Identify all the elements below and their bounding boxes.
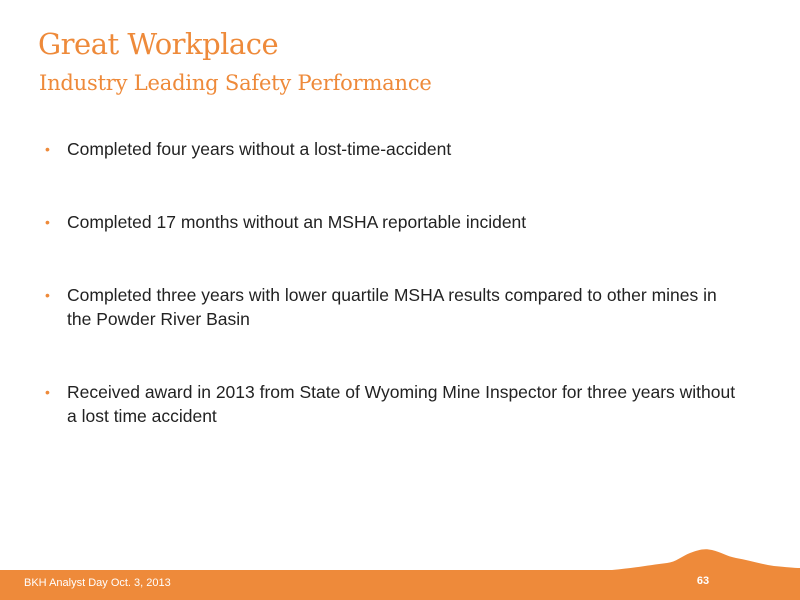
slide-title: Great Workplace <box>38 27 279 61</box>
bullet-dot-icon: • <box>45 287 50 303</box>
bullet-item <box>45 380 745 428</box>
bullet-list <box>45 137 745 477</box>
bullet-dot-icon: • <box>45 384 50 400</box>
bullet-text: Received award in 2013 from State of Wyoming Mine Inspector for three years without a lost time accident <box>67 382 736 426</box>
bullet-item <box>45 283 745 331</box>
page-number: 63 <box>696 575 710 587</box>
footer-text: BKH Analyst Day Oct. 3, 2013 <box>24 577 171 589</box>
slide-subtitle: Industry Leading Safety Performance <box>39 71 432 95</box>
bullet-text: Completed four years without a lost-time-accident <box>67 139 452 159</box>
bullet-item <box>45 137 745 161</box>
mountain-icon <box>0 549 800 600</box>
bullet-dot-icon: • <box>45 214 50 230</box>
bullet-text: Completed 17 months without an MSHA reportable incident <box>67 212 527 232</box>
bullet-dot-icon: • <box>45 141 50 157</box>
bullet-text: Completed three years with lower quartile MSHA results compared to other mines in the Powder River Basin <box>67 285 717 329</box>
bullet-item <box>45 210 745 234</box>
footer-band <box>0 540 800 600</box>
